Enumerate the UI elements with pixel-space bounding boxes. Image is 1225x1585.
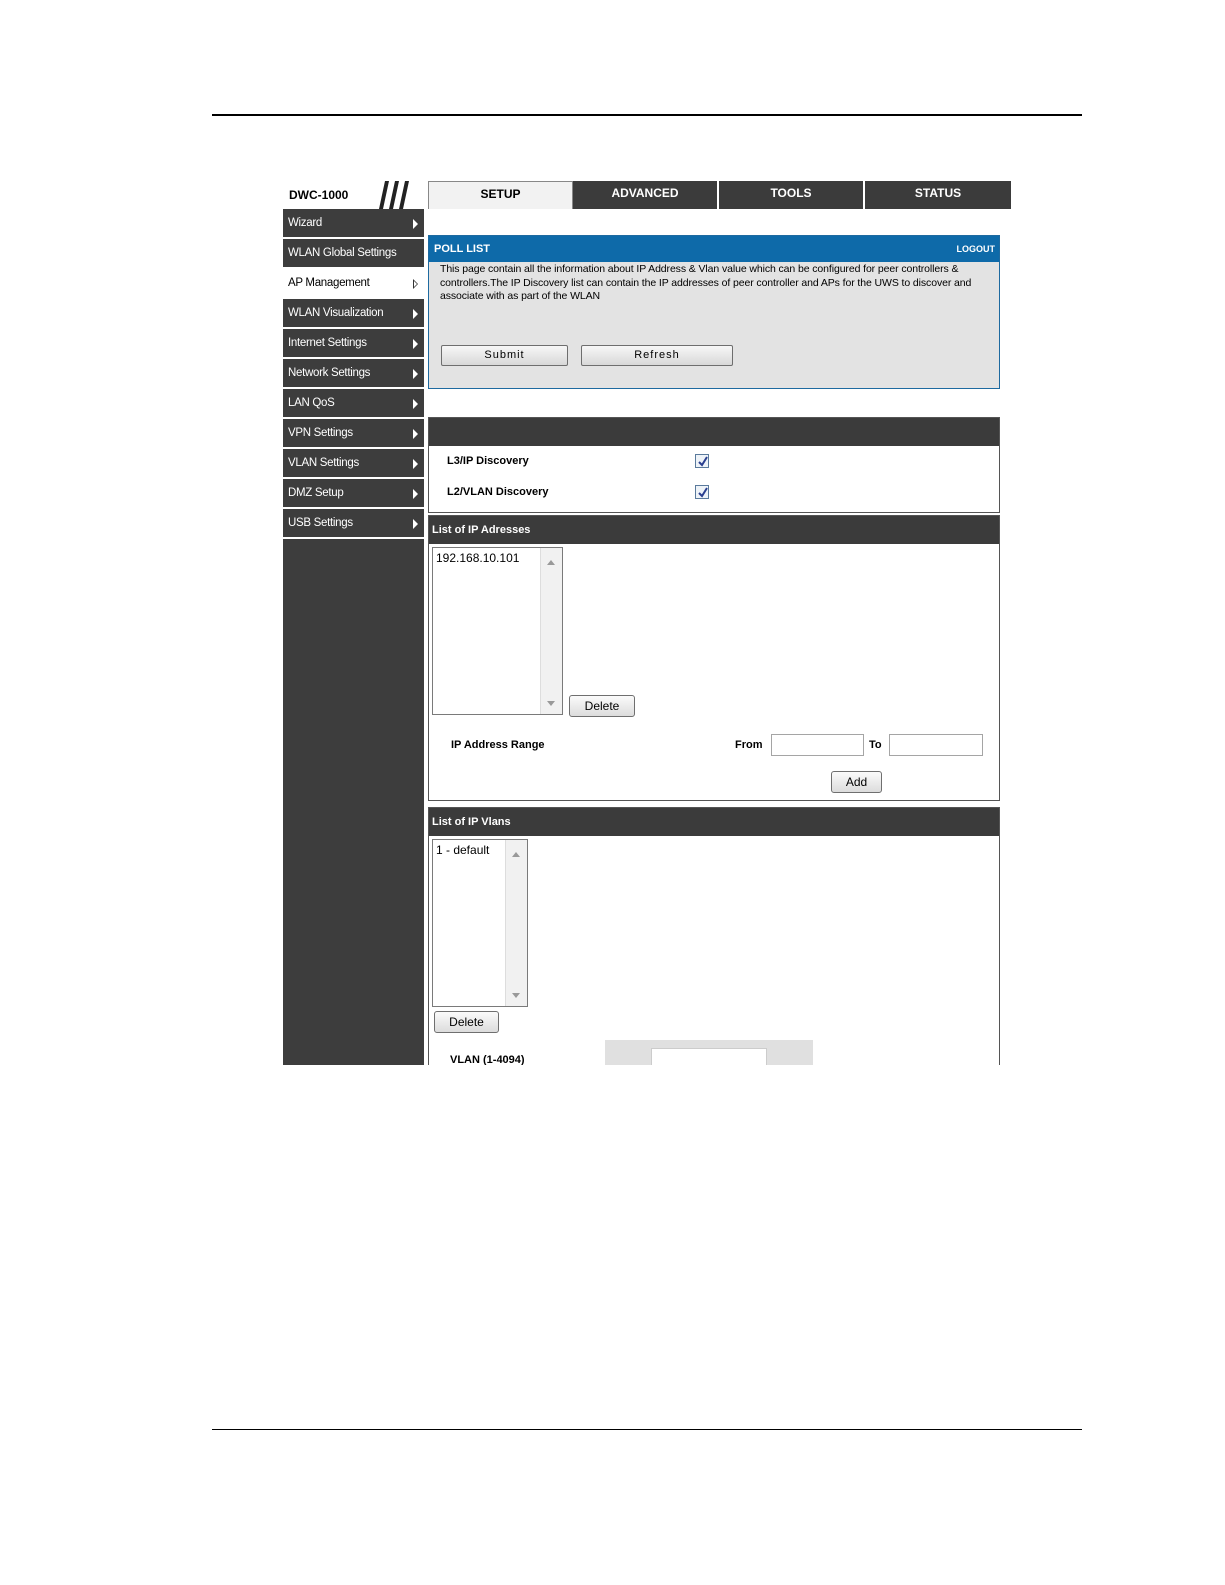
list-item[interactable]: 192.168.10.101 — [436, 551, 520, 565]
sidebar-item-usb-settings[interactable] — [283, 509, 424, 539]
chevron-right-icon — [413, 279, 418, 289]
page-title: POLL LIST — [434, 243, 491, 255]
sidebar-item-label: AP Management — [288, 277, 370, 289]
sidebar-item-label: VLAN Settings — [288, 457, 359, 469]
from-label: From — [735, 739, 763, 751]
sidebar-item-vpn-settings[interactable] — [283, 419, 424, 449]
chevron-right-icon — [413, 339, 418, 349]
logout-link[interactable]: LOGOUT — [956, 244, 995, 254]
chevron-right-icon — [413, 429, 418, 439]
discovery-header — [429, 418, 999, 446]
vlan-id-input[interactable] — [651, 1048, 767, 1065]
vlan-input-area — [605, 1040, 813, 1065]
sidebar-item-network-settings[interactable] — [283, 359, 424, 389]
brand-area — [283, 181, 424, 210]
sidebar-item-internet-settings[interactable] — [283, 329, 424, 359]
refresh-button[interactable]: Refresh — [581, 345, 733, 366]
sidebar-item-ap-management[interactable] — [283, 269, 424, 299]
page-description: This page contain all the information about IP Address & Vlan value which can be configured for peer controllers & controllers.The IP Discovery list can contain the IP addresses of peer controller and APs for the UWS to discover and associate with as part of the WLAN — [440, 263, 972, 302]
page-top-rule — [212, 114, 1082, 116]
list-item[interactable]: 1 - default — [436, 843, 490, 857]
sidebar-item-dmz-setup[interactable] — [283, 479, 424, 509]
app-window — [283, 181, 1011, 1065]
sidebar-item-label: LAN QoS — [288, 397, 335, 409]
poll-list-panel — [428, 235, 1000, 389]
sidebar — [283, 209, 424, 1065]
l3-discovery-label: L3/IP Discovery — [447, 455, 529, 467]
chevron-right-icon — [413, 369, 418, 379]
scrollbar[interactable] — [505, 840, 527, 1006]
l2-discovery-label: L2/VLAN Discovery — [447, 486, 549, 498]
brand-name: DWC-1000 — [289, 188, 349, 202]
vlan-range-label: VLAN (1-4094) — [450, 1054, 525, 1065]
sidebar-item-wizard[interactable] — [283, 209, 424, 239]
delete-ip-button[interactable]: Delete — [569, 695, 635, 717]
vlan-list-header: List of IP Vlans — [429, 808, 999, 836]
scroll-down-icon[interactable] — [512, 993, 520, 998]
main-content — [428, 209, 1011, 1065]
sidebar-item-vlan-settings[interactable] — [283, 449, 424, 479]
sidebar-item-label: DMZ Setup — [288, 487, 344, 499]
tab-setup[interactable]: SETUP — [428, 181, 573, 209]
ip-address-listbox[interactable] — [432, 547, 563, 715]
to-ip-input[interactable] — [889, 734, 983, 756]
brand-slashes-icon — [369, 181, 421, 209]
sidebar-item-label: Wizard — [288, 217, 322, 229]
sidebar-item-lan-qos[interactable] — [283, 389, 424, 419]
tab-tools[interactable]: TOOLS — [719, 181, 865, 209]
vlan-listbox[interactable] — [432, 839, 528, 1007]
from-ip-input[interactable] — [771, 734, 864, 756]
top-tabs — [428, 181, 1011, 209]
sidebar-item-label: Network Settings — [288, 367, 371, 379]
chevron-right-icon — [413, 519, 418, 529]
vlan-panel — [428, 807, 1000, 1065]
sidebar-item-wlan-visualization[interactable] — [283, 299, 424, 329]
l3-discovery-checkbox[interactable] — [695, 454, 709, 468]
chevron-right-icon — [413, 309, 418, 319]
scroll-up-icon[interactable] — [512, 852, 520, 857]
to-label: To — [869, 739, 882, 751]
chevron-right-icon — [413, 459, 418, 469]
chevron-right-icon — [413, 489, 418, 499]
tab-status[interactable]: STATUS — [914, 186, 962, 200]
chevron-right-icon — [413, 399, 418, 409]
ip-range-label: IP Address Range — [451, 739, 545, 751]
ip-address-panel — [428, 515, 1000, 801]
submit-button[interactable]: Submit — [441, 345, 568, 366]
scroll-up-icon[interactable] — [547, 560, 555, 565]
sidebar-item-label: VPN Settings — [288, 427, 353, 439]
sidebar-item-label: USB Settings — [288, 517, 353, 529]
chevron-right-icon — [413, 219, 418, 229]
l2-discovery-checkbox[interactable] — [695, 485, 709, 499]
add-ip-button[interactable]: Add — [831, 771, 882, 793]
poll-list-header — [429, 236, 999, 262]
sidebar-item-label: Internet Settings — [288, 337, 367, 349]
sidebar-item-label: WLAN Visualization — [288, 307, 384, 319]
tab-advanced[interactable]: ADVANCED — [573, 181, 719, 209]
page-bottom-rule — [212, 1429, 1082, 1430]
scrollbar[interactable] — [540, 548, 562, 714]
discovery-panel — [428, 417, 1000, 513]
sidebar-item-wlan-global-settings[interactable] — [283, 239, 424, 269]
sidebar-item-label: WLAN Global Settings — [288, 247, 397, 259]
checkmark-icon — [696, 486, 710, 500]
checkmark-icon — [696, 455, 710, 469]
ip-list-header: List of IP Adresses — [429, 516, 999, 544]
scroll-down-icon[interactable] — [547, 701, 555, 706]
delete-vlan-button[interactable]: Delete — [434, 1011, 499, 1033]
